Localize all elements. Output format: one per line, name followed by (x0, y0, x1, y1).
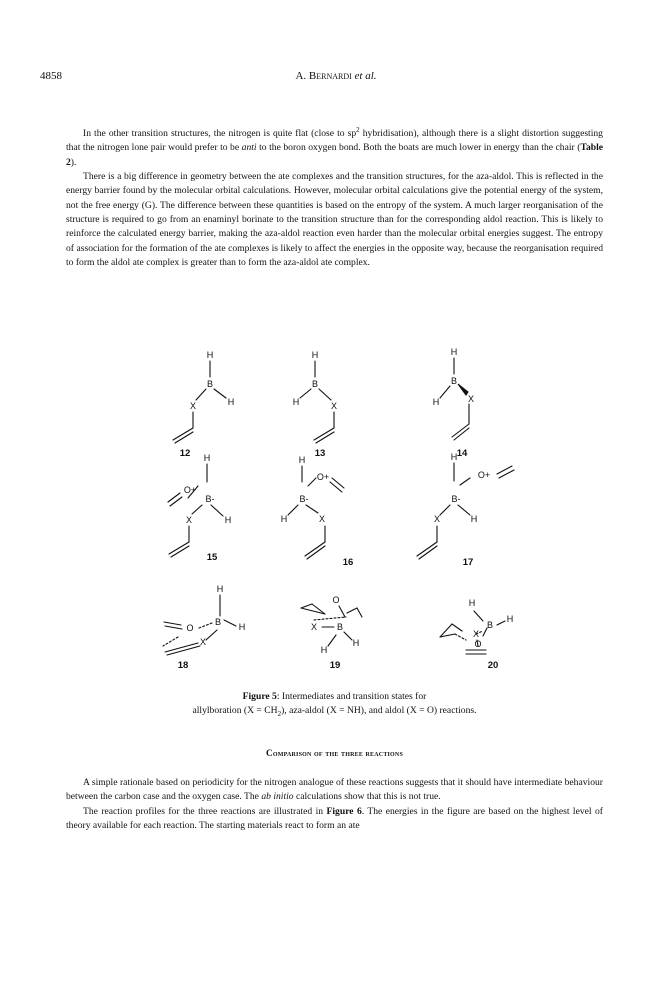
atom-label: H (280, 514, 288, 524)
atom-label: H (506, 614, 514, 624)
atom-label: H (320, 645, 328, 655)
atom-label: B- (451, 494, 461, 504)
page-number: 4858 (40, 70, 62, 82)
structure-17 (417, 463, 514, 559)
atom-label: B- (205, 494, 215, 504)
compound-number: 19 (329, 660, 341, 671)
atom-label: H (292, 397, 300, 407)
paragraph: There is a big difference in geometry between the ate complexes and the transition structures, for the aza-aldol. This is reflected in the energy barrier found by the molecular orbital calculations. However, molecular orbital calculations give the potential energy of the system, not the free energy (G). The difference between these quantities is based on the entropy of the system. A much larger reorganisation of the structure is required to go from an enaminyl borinate to the transition structure than for the corresponding aldol reaction. This is likely to reinforce the calculated energy barrier, making the aza-aldol reaction even harder than the molecular orbital energies suggest. The entropy of association for the formation of the ate complexes is likely to affect the energies in the opposite way, because the reorganisation required to form the aldol ate complex is greater than to form the aza-aldol ate complex. (66, 171, 603, 268)
atom-label: X (189, 401, 197, 411)
paragraph: A simple rationale based on periodicity for the nitrogen analogue of these reactions suggests that it should have intermediate behaviour between the carbon case and the oxygen case. The ab initio calculations show that this is not true. (66, 777, 603, 803)
atom-label: O+ (316, 472, 330, 482)
atom-label: H (298, 455, 306, 465)
atom-label: X (330, 401, 338, 411)
atom-label: H (216, 584, 224, 594)
atom-label: H (450, 347, 458, 357)
structure-12 (173, 361, 226, 443)
atom-label: H (470, 514, 478, 524)
compound-number: 18 (177, 660, 189, 671)
structure-18 (163, 595, 236, 655)
atom-label: X (467, 394, 475, 404)
compound-number: 14 (456, 448, 468, 459)
running-author: A. Bernardi et al. (295, 70, 377, 82)
atom-label: X (472, 629, 480, 639)
compound-number: 17 (462, 557, 474, 568)
compound-number: 16 (342, 557, 354, 568)
atom-label: O (186, 623, 194, 633)
paragraph: The reaction profiles for the three reactions are illustrated in Figure 6. The energies in the figure are based on the highest level of theory available for each reaction. The starting materials react to form an ate (66, 805, 603, 831)
atom-label: H (468, 598, 476, 608)
structure-13 (300, 361, 334, 443)
atom-label: H (238, 622, 246, 632)
atom-label: O (332, 595, 340, 605)
compound-number: 15 (206, 552, 218, 563)
figure-caption: Figure 5: Intermediates and transition states for allylboration $(X = CH_2)$, aza-aldol (X = NH), and aldol (X = O) reactions. (192, 691, 477, 718)
section-heading: Comparison of the three reactions (266, 748, 403, 758)
atom-label: O (474, 639, 482, 649)
body-text-bottom (66, 776, 603, 833)
compound-number: 13 (314, 448, 326, 459)
structure-20 (440, 611, 505, 654)
atom-label: O+ (477, 470, 491, 480)
atom-label: X (199, 637, 207, 647)
atom-label: B (486, 620, 494, 630)
structure-19 (301, 604, 362, 646)
atom-label: B- (299, 494, 309, 504)
compound-number: 20 (487, 660, 499, 671)
atom-label: B (311, 379, 319, 389)
atom-label: H (311, 350, 319, 360)
paragraph: In the other transition structures, the nitrogen is quite flat (close to $sp^2$ hybridisation), although there is a slight distortion suggesting that the nitrogen lone pair would prefer to be anti to the boron oxygen bond. Both the boats are much lower in energy than the chair (Table 2). (66, 126, 604, 168)
atom-label: H (450, 452, 458, 462)
structure-15 (168, 464, 223, 557)
atom-label: H (432, 397, 440, 407)
atom-label: H (224, 515, 232, 525)
atom-label: H (203, 453, 211, 463)
atom-label: X (318, 514, 326, 524)
running-header (40, 70, 632, 86)
atom-label: X (185, 515, 193, 525)
atom-label: B (450, 376, 458, 386)
atom-label: X (433, 514, 441, 524)
compound-number: 12 (179, 448, 191, 459)
structure-16 (288, 466, 344, 559)
atom-label: H (352, 638, 360, 648)
atom-label: H (227, 397, 235, 407)
atom-label: H (206, 350, 214, 360)
atom-label: B (206, 379, 214, 389)
structure-14 (440, 358, 469, 440)
atom-label: B (336, 622, 344, 632)
atom-label: O+ (183, 485, 197, 495)
atom-label: X (310, 622, 318, 632)
body-text-top (66, 123, 603, 270)
atom-label: B (214, 617, 222, 627)
